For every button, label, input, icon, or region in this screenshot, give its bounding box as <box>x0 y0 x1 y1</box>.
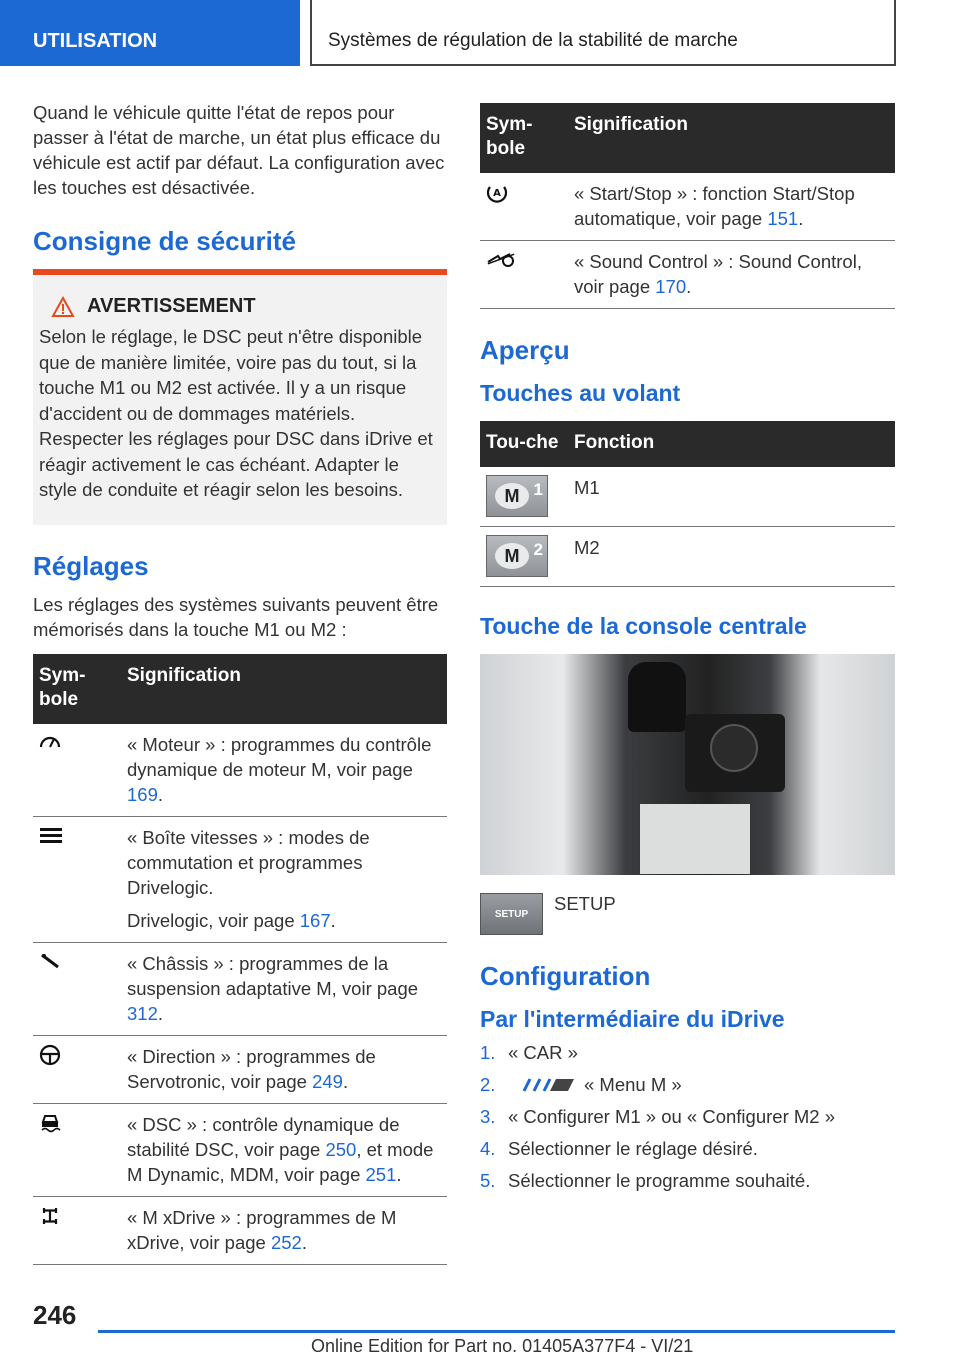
idrive-heading: Par l'intermédiaire du iDrive <box>480 1006 785 1032</box>
page-link[interactable]: 250 <box>325 1138 357 1160</box>
steps-list <box>480 1037 895 1197</box>
warning-text: Selon le réglage, le DSC peut n'être disponible que de manière limitée, voire pas du tout, si la touche M1 ou M2 est activée. Il y a un risque d'accident ou de dommages matériels. Respecter les réglages pour DSC dans iDrive et réagir activement le cas échéant. Adapter le style de conduite et réagir selon les besoins. <box>39 326 433 500</box>
right-column <box>480 103 895 1197</box>
overview-heading: Aperçu <box>480 335 570 365</box>
m-logo-icon <box>520 1077 578 1093</box>
list-item: 2. « Menu M » <box>480 1074 682 1095</box>
table-header <box>480 421 895 467</box>
page-link[interactable]: 170 <box>655 276 687 297</box>
safety-heading: Consigne de sécurité <box>33 226 296 256</box>
setup-row <box>480 893 895 935</box>
warning-title: AVERTISSEMENT <box>39 295 439 318</box>
wheel-keys-table <box>480 421 895 587</box>
table-row: « Direction » : programmes de Servotronic, voir page 249. <box>33 1035 447 1103</box>
th-symbol: Sym-bole <box>480 103 568 173</box>
table-header <box>33 654 447 724</box>
table-row: « Sound Control » : Sound Control, voir page 170. <box>480 241 895 309</box>
list-item: 4. Sélectionner le réglage désiré. <box>480 1138 758 1159</box>
table-row: A « Start/Stop » : fonction Start/Stop automatique, voir page 151. <box>480 173 895 241</box>
th-key: Tou-che <box>480 421 568 467</box>
setup-label: SETUP <box>554 893 616 914</box>
table-row: « Boîte vitesses » : modes de commutation et programmes Drivelogic. Drivelogic, voir page 167. <box>33 816 447 942</box>
list-item: 5. Sélectionner le programme souhaité. <box>480 1170 811 1191</box>
table-row <box>480 527 895 587</box>
table-row: « M xDrive » : programmes de M xDrive, voir page 252. <box>33 1196 447 1264</box>
settings-table <box>33 654 447 1265</box>
chassis-icon <box>39 952 61 970</box>
table-row: « Châssis » : programmes de la suspension adaptative M, voir page 312. <box>33 942 447 1035</box>
list-item: 3. « Configurer M1 » ou « Configurer M2 » <box>480 1106 836 1127</box>
xdrive-icon <box>39 1205 61 1227</box>
m1-button-icon: M 1 <box>486 475 548 517</box>
m2-button-icon: M 2 <box>486 535 548 577</box>
left-column <box>33 100 447 1265</box>
page-number: 246 <box>33 1300 77 1330</box>
edition-text: Online Edition for Part no. 01405A377F4 - VI/21 <box>311 1336 694 1356</box>
page-link[interactable]: 249 <box>312 1070 343 1092</box>
settings-text: Les réglages des systèmes suivants peuvent être mémorisés dans la touche M1 ou M2 : <box>33 593 439 640</box>
warning-box <box>33 269 447 525</box>
th-symbol: Sym-bole <box>33 654 121 724</box>
table-row <box>480 467 895 527</box>
setup-button-icon: SETUP <box>480 893 543 935</box>
gearbox-icon <box>39 826 63 844</box>
page-link[interactable]: 312 <box>127 1002 158 1024</box>
config-heading: Configuration <box>480 961 651 991</box>
warning-triangle-icon <box>51 296 75 318</box>
page-link[interactable]: 151 <box>767 208 799 229</box>
page-header <box>0 0 960 66</box>
page-link[interactable]: 169 <box>127 783 158 805</box>
th-meaning: Signification <box>121 654 447 724</box>
dsc-icon <box>39 1112 61 1134</box>
engine-gauge-icon <box>39 733 61 751</box>
key-label: M1 <box>568 467 895 527</box>
start-stop-icon <box>486 181 508 203</box>
wheel-heading: Touches au volant <box>480 380 681 406</box>
page-link[interactable]: 167 <box>299 909 331 931</box>
center-console-image <box>480 654 895 875</box>
th-function: Fonction <box>568 421 895 467</box>
table-row: « DSC » : contrôle dynamique de stabilité DSC, voir page 250, et mode M Dynamic, MDM, voir page 251. <box>33 1103 447 1196</box>
svg-text:A: A <box>493 188 501 199</box>
page-link[interactable]: 251 <box>365 1163 397 1185</box>
section-tab: UTILISATION <box>0 0 300 66</box>
settings-heading: Réglages <box>33 550 149 581</box>
chapter-title: Systèmes de régulation de la stabilité de marche <box>310 0 896 66</box>
key-label: M2 <box>568 527 895 587</box>
table-row: « Moteur » : programmes du contrôle dynamique de moteur M, voir page 169. <box>33 724 447 817</box>
intro-paragraph: Quand le véhicule quitte l'état de repos pour passer à l'état de marche, un état plus efficace du véhicule est actif par défaut. La configuration avec les touches est désactivée. <box>33 102 445 198</box>
table-header <box>480 103 895 173</box>
console-heading: Touche de la console centrale <box>480 613 807 639</box>
list-item: 1. « CAR » <box>480 1042 578 1063</box>
page-link[interactable]: 252 <box>270 1231 302 1253</box>
steering-wheel-icon <box>39 1044 61 1066</box>
settings-table-continued <box>480 103 895 309</box>
th-meaning: Signification <box>568 103 895 173</box>
sound-control-icon <box>486 250 516 268</box>
footer-divider <box>98 1330 895 1333</box>
